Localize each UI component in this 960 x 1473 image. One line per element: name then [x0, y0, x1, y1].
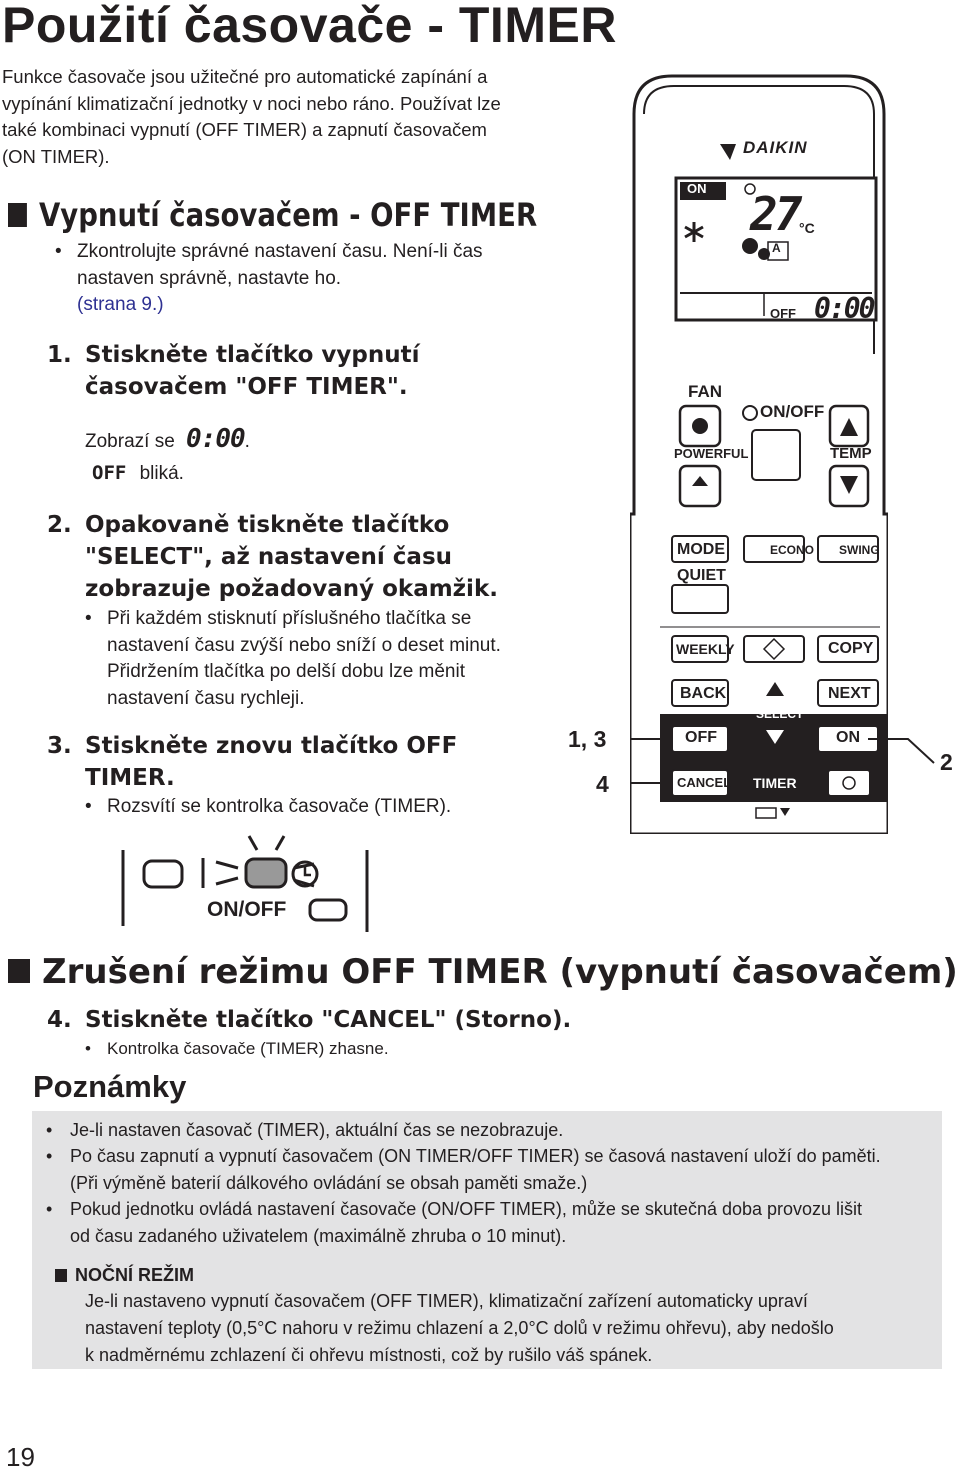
timer-lamp-lit-icon: [246, 859, 286, 887]
quiet-label[interactable]: QUIET: [677, 567, 726, 584]
temp-label[interactable]: TEMP: [830, 445, 872, 462]
step-2-title-line1: Opakovaně tiskněte tlačítko: [85, 512, 450, 538]
display-suffix: .: [244, 431, 250, 452]
powerful-label[interactable]: POWERFUL: [674, 446, 749, 461]
night-mode-line: nastavení teploty (0,5°C nahoru v režimu chlazení a 2,0°C dolů v režimu ohřevu), aby nedošlo: [85, 1318, 834, 1338]
step-3: [47, 730, 458, 794]
blink-text: bliká.: [139, 463, 184, 484]
night-mode-line: k nadměrnému zchlazení či ohřevu místnosti, což by rušilo váš spánek.: [85, 1345, 653, 1365]
note-item: • Je-li nastaven časovač (TIMER), aktuální čas se nezobrazuje.: [46, 1120, 564, 1140]
lcd-off-label: OFF: [770, 306, 796, 321]
check-time-text: Zkontrolujte správné nastavení času. Není-li čas nastaven správně, nastavte ho.: [77, 241, 483, 289]
on-off-label[interactable]: ON/OFF: [760, 402, 825, 421]
display-prefix: Zobrazí se: [85, 431, 175, 452]
note-text: Pokud jednotku ovládá nastavení časovače (ON/OFF TIMER), může se skutečná doba provozu lišit: [70, 1199, 863, 1219]
night-mode-heading: [55, 1262, 194, 1289]
step-1-display-line: [85, 424, 250, 454]
off-timer-heading: [8, 196, 537, 234]
intro-paragraph: Funkce časovače jsou užitečné pro automatické zapínání a vypínání klimatizační jednotky v noci nebo ráno. Používat lze také kombinaci vypnutí (OFF TIMER) a zapnutí časovačem (ON TIMER).: [2, 66, 501, 167]
next-label[interactable]: NEXT: [828, 685, 871, 702]
indicator-label: ON/OFF: [207, 898, 287, 921]
page-reference-link[interactable]: (strana 9.): [77, 294, 164, 315]
step-3-title-line2: TIMER.: [85, 765, 175, 791]
section-square-icon: [8, 959, 30, 983]
step-1-title-line1: Stiskněte tlačítko vypnutí: [85, 342, 420, 368]
brand-logo-text: DAIKIN: [743, 138, 808, 157]
note-item-continued: [70, 1170, 587, 1197]
step-2-bullet: [85, 606, 527, 712]
bullet-dot: •: [85, 1039, 91, 1058]
page-number: 19: [6, 1442, 35, 1472]
step-2-title-line3: zobrazuje požadovaný okamžik.: [85, 576, 498, 602]
step-3-bullet: [85, 794, 452, 821]
section-square-icon: [8, 203, 27, 227]
bullet-dot: •: [85, 796, 92, 817]
on-off-button: [752, 430, 800, 480]
lcd-fan-mode: A: [772, 241, 781, 255]
page-title: Použití časovače - TIMER: [2, 0, 617, 53]
step-number: 3.: [47, 733, 72, 759]
mode-label[interactable]: MODE: [677, 541, 725, 558]
note-text: Po času zapnutí a vypnutí časovačem (ON TIMER/OFF TIMER) se časová nastavení uloží do paměti.: [70, 1146, 881, 1166]
step-3-title-line1: Stiskněte znovu tlačítko OFF: [85, 733, 458, 759]
lcd-temperature: 27: [750, 187, 800, 241]
check-time-bullet: [55, 239, 517, 319]
notes-box: [32, 1111, 942, 1369]
step-number: 4.: [47, 1007, 72, 1033]
step-1-title-line2: časovačem "OFF TIMER".: [85, 374, 408, 400]
on-timer-label[interactable]: ON: [836, 729, 860, 746]
night-mode-title: NOČNÍ REŽIM: [75, 1265, 194, 1285]
note-item: • Pokud jednotku ovládá nastavení časovače (ON/OFF TIMER), může se skutečná doba provozu lišit: [46, 1199, 863, 1219]
callout-line-2: [868, 736, 936, 766]
notes-title: Poznámky: [33, 1069, 187, 1104]
lcd-time: 0:00: [814, 292, 874, 325]
step-3-bullet-text: Rozsvítí se kontrolka časovače (TIMER).: [107, 796, 452, 817]
off-timer-heading-text: Vypnutí časovačem - OFF TIMER: [38, 196, 538, 234]
off-symbol: OFF: [92, 462, 127, 484]
step-2: [47, 509, 498, 605]
callout-2: 2: [940, 749, 953, 775]
timer-button: [828, 770, 870, 796]
cancel-bullet: [85, 1039, 389, 1059]
indicator-lamp-icon: [310, 900, 346, 920]
econo-label[interactable]: ECONO: [770, 543, 815, 557]
step-2-bullet-text: Při každém stisknutí příslušného tlačítka se nastavení času zvýší nebo sníží o deset minut. Přidržením tlačítka po delší dobu lze měnit nastavení času rychleji.: [107, 608, 501, 709]
lcd-temp-unit: °C: [799, 220, 815, 236]
quiet-button: [672, 585, 728, 613]
step-1: [47, 339, 420, 403]
step-4-text: Stiskněte tlačítko "CANCEL" (Storno).: [85, 1007, 572, 1033]
step-number: 1.: [47, 342, 72, 368]
lcd-on-badge: ON: [687, 181, 707, 196]
cancel-heading: [8, 952, 958, 992]
copy-label[interactable]: COPY: [828, 640, 874, 657]
bullet-dot: •: [55, 241, 62, 262]
select-label[interactable]: SELECT: [756, 707, 804, 721]
swing-label[interactable]: SWING: [839, 543, 880, 557]
callout-1-3: 1, 3: [568, 726, 607, 752]
note-text: od času zadaného uživatelem (maximálně zhruba o 10 minut).: [70, 1226, 567, 1246]
step-number: 2.: [47, 512, 72, 538]
night-mode-line: Je-li nastaveno vypnutí časovačem (OFF TIMER), klimatizační zařízení automaticky upraví: [85, 1291, 808, 1311]
callout-4: 4: [596, 771, 609, 797]
bullet-dot: •: [85, 608, 92, 629]
off-timer-label[interactable]: OFF: [685, 729, 717, 746]
note-item-continued: [70, 1223, 566, 1250]
cancel-heading-text: Zrušení režimu OFF TIMER (vypnutí časovačem): [42, 952, 958, 992]
back-label[interactable]: BACK: [680, 685, 727, 702]
lcd-time-symbol: 0:00: [186, 424, 245, 454]
fan-label[interactable]: FAN: [688, 382, 722, 401]
timer-label: TIMER: [753, 775, 797, 791]
step-4: [47, 1004, 572, 1036]
cancel-label[interactable]: CANCEL: [677, 775, 732, 790]
step-1-blink-line: [92, 462, 184, 485]
note-text: (Při výměně baterií dálkového ovládání se obsah paměti smaže.): [70, 1173, 588, 1193]
note-item: • Po času zapnutí a vypnutí časovačem (ON TIMER/OFF TIMER) se časová nastavení uloží do paměti.: [46, 1146, 881, 1166]
operation-lamp-icon: [144, 861, 182, 887]
section-square-icon: [55, 1269, 67, 1282]
step-2-title-line2: "SELECT", až nastavení času: [85, 544, 453, 570]
cancel-bullet-text: Kontrolka časovače (TIMER) zhasne.: [107, 1039, 389, 1058]
note-text: Je-li nastaven časovač (TIMER), aktuální čas se nezobrazuje.: [70, 1120, 564, 1140]
weekly-label[interactable]: WEEKLY: [676, 641, 735, 657]
